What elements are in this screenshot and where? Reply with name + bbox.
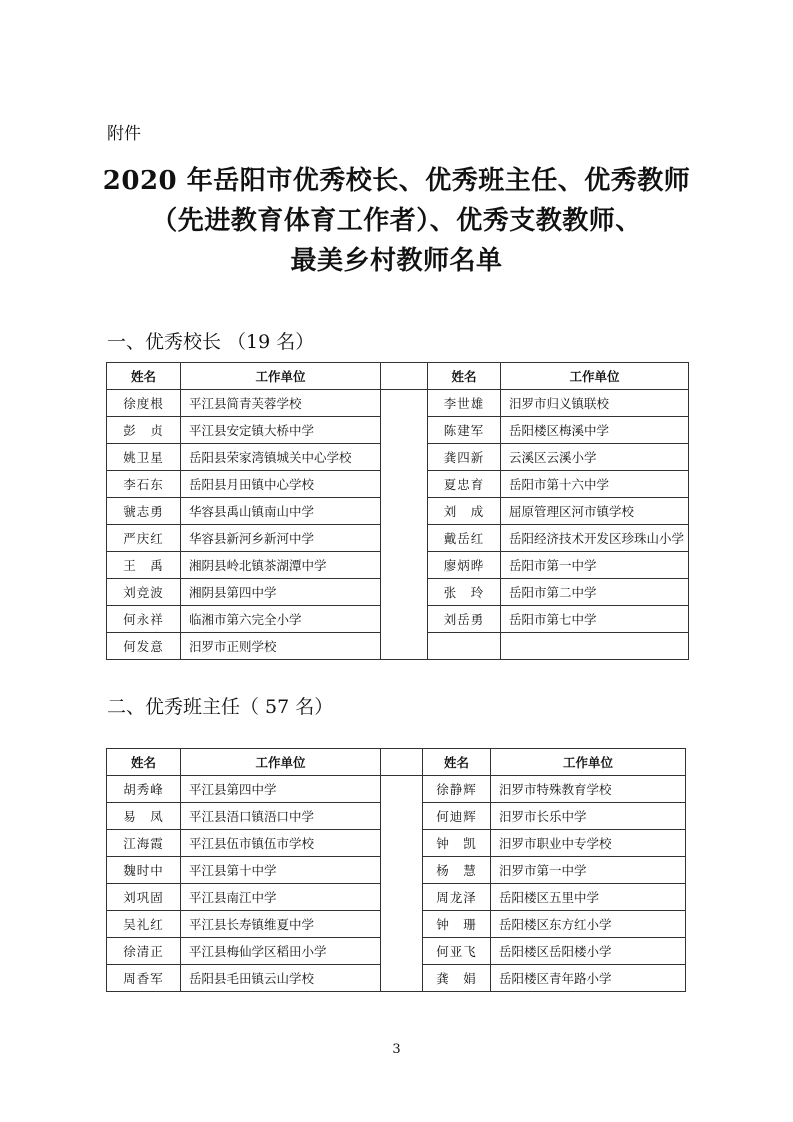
work-unit-cell <box>501 633 689 660</box>
teacher-name-cell: 钟 珊 <box>423 911 491 938</box>
teacher-name-cell: 王 禹 <box>107 552 181 579</box>
work-unit-cell: 湘阴县第四中学 <box>181 579 381 606</box>
teacher-name-cell: 徐度根 <box>107 390 181 417</box>
work-unit-cell: 云溪区云溪小学 <box>501 444 689 471</box>
teacher-name-cell: 魏时中 <box>107 857 181 884</box>
work-unit-cell: 湘阴县岭北镇茶湖潭中学 <box>181 552 381 579</box>
table-row <box>107 857 686 884</box>
work-unit-cell: 华容县新河乡新河中学 <box>181 525 381 552</box>
work-unit-cell: 华容县禹山镇南山中学 <box>181 498 381 525</box>
teacher-name-cell: 廖炳晔 <box>428 552 501 579</box>
column-gap <box>381 417 428 444</box>
work-unit-cell: 平江县伍市镇伍市学校 <box>181 830 381 857</box>
column-gap <box>381 911 423 938</box>
teacher-name-cell: 周香军 <box>107 965 181 992</box>
table-row <box>107 884 686 911</box>
document-title-line-1: 2020 年岳阳市优秀校长、优秀班主任、优秀教师 <box>102 166 691 196</box>
table-row <box>107 633 689 660</box>
document-title-line-2: （先进教育体育工作者）、优秀支教教师、 <box>151 206 642 236</box>
work-unit-cell: 平江县浯口镇浯口中学 <box>181 803 381 830</box>
teacher-name-cell: 何迪辉 <box>423 803 491 830</box>
column-gap <box>381 390 428 417</box>
teacher-name-cell: 徐清正 <box>107 938 181 965</box>
column-gap <box>381 579 428 606</box>
teacher-name-cell <box>428 633 501 660</box>
table-header-row <box>107 749 686 776</box>
table-row <box>107 417 689 444</box>
header-name: 姓名 <box>428 363 501 390</box>
work-unit-cell: 岳阳市第二中学 <box>501 579 689 606</box>
teacher-name-cell: 李世雄 <box>428 390 501 417</box>
column-gap <box>381 830 423 857</box>
header-name: 姓名 <box>107 363 181 390</box>
table-row <box>107 498 689 525</box>
column-gap <box>381 749 423 776</box>
table-row <box>107 444 689 471</box>
table-row <box>107 830 686 857</box>
column-gap <box>381 444 428 471</box>
column-gap <box>381 857 423 884</box>
work-unit-cell: 汨罗市长乐中学 <box>491 803 686 830</box>
header-unit: 工作单位 <box>181 749 381 776</box>
teacher-name-cell: 姚卫星 <box>107 444 181 471</box>
teacher-name-cell: 刘岳勇 <box>428 606 501 633</box>
teacher-name-cell: 李石东 <box>107 471 181 498</box>
work-unit-cell: 临湘市第六完全小学 <box>181 606 381 633</box>
teacher-name-cell: 龚 娟 <box>423 965 491 992</box>
work-unit-cell: 岳阳县毛田镇云山学校 <box>181 965 381 992</box>
column-gap <box>381 498 428 525</box>
teacher-name-cell: 刘巩固 <box>107 884 181 911</box>
teacher-name-cell: 龚四新 <box>428 444 501 471</box>
header-name: 姓名 <box>423 749 491 776</box>
work-unit-cell: 汨罗市归义镇联校 <box>501 390 689 417</box>
table-row <box>107 525 689 552</box>
column-gap <box>381 803 423 830</box>
work-unit-cell: 汨罗市第一中学 <box>491 857 686 884</box>
table-row <box>107 552 689 579</box>
teacher-name-cell: 钟 凯 <box>423 830 491 857</box>
column-gap <box>381 776 423 803</box>
teacher-name-cell: 徐静辉 <box>423 776 491 803</box>
teacher-name-cell: 何发意 <box>107 633 181 660</box>
table-row <box>107 579 689 606</box>
table-row <box>107 965 686 992</box>
column-gap <box>381 606 428 633</box>
column-gap <box>381 525 428 552</box>
work-unit-cell: 岳阳市第一中学 <box>501 552 689 579</box>
teacher-name-cell: 刘竞波 <box>107 579 181 606</box>
head-teachers-table <box>106 748 686 992</box>
table-row <box>107 911 686 938</box>
work-unit-cell: 岳阳楼区五里中学 <box>491 884 686 911</box>
work-unit-cell: 平江县第四中学 <box>181 776 381 803</box>
work-unit-cell: 岳阳县荣家湾镇城关中心学校 <box>181 444 381 471</box>
teacher-name-cell: 张 玲 <box>428 579 501 606</box>
attachment-label: 附件 <box>107 124 141 144</box>
teacher-name-cell: 陈建军 <box>428 417 501 444</box>
section-heading-principals: 一、优秀校长 （19 名） <box>107 331 315 353</box>
teacher-name-cell: 周龙泽 <box>423 884 491 911</box>
work-unit-cell: 汨罗市正则学校 <box>181 633 381 660</box>
teacher-name-cell: 虢志勇 <box>107 498 181 525</box>
teacher-name-cell: 江海霞 <box>107 830 181 857</box>
work-unit-cell: 平江县安定镇大桥中学 <box>181 417 381 444</box>
work-unit-cell: 岳阳县月田镇中心学校 <box>181 471 381 498</box>
table-header-row <box>107 363 689 390</box>
work-unit-cell: 汨罗市职业中专学校 <box>491 830 686 857</box>
work-unit-cell: 平江县南江中学 <box>181 884 381 911</box>
table-row <box>107 938 686 965</box>
teacher-name-cell: 刘 成 <box>428 498 501 525</box>
column-gap <box>381 938 423 965</box>
work-unit-cell: 平江县第十中学 <box>181 857 381 884</box>
table-row <box>107 803 686 830</box>
teacher-name-cell: 何亚飞 <box>423 938 491 965</box>
teacher-name-cell: 戴岳红 <box>428 525 501 552</box>
teacher-name-cell: 彭 贞 <box>107 417 181 444</box>
header-unit: 工作单位 <box>501 363 689 390</box>
work-unit-cell: 岳阳楼区东方红小学 <box>491 911 686 938</box>
column-gap <box>381 363 428 390</box>
teacher-name-cell: 易 凤 <box>107 803 181 830</box>
teacher-name-cell: 胡秀峰 <box>107 776 181 803</box>
teacher-name-cell: 吴礼红 <box>107 911 181 938</box>
column-gap <box>381 633 428 660</box>
work-unit-cell: 汨罗市特殊教育学校 <box>491 776 686 803</box>
page-number: 3 <box>392 1042 401 1057</box>
column-gap <box>381 471 428 498</box>
work-unit-cell: 平江县梅仙学区稻田小学 <box>181 938 381 965</box>
work-unit-cell: 岳阳市第十六中学 <box>501 471 689 498</box>
table-row <box>107 606 689 633</box>
work-unit-cell: 岳阳楼区梅溪中学 <box>501 417 689 444</box>
column-gap <box>381 965 423 992</box>
table-row <box>107 471 689 498</box>
work-unit-cell: 岳阳楼区岳阳楼小学 <box>491 938 686 965</box>
table-row <box>107 776 686 803</box>
work-unit-cell: 平江县简青芙蓉学校 <box>181 390 381 417</box>
header-name: 姓名 <box>107 749 181 776</box>
work-unit-cell: 岳阳楼区青年路小学 <box>491 965 686 992</box>
teacher-name-cell: 何永祥 <box>107 606 181 633</box>
table-row <box>107 390 689 417</box>
column-gap <box>381 552 428 579</box>
principals-table <box>106 362 689 660</box>
teacher-name-cell: 杨 慧 <box>423 857 491 884</box>
teacher-name-cell: 严庆红 <box>107 525 181 552</box>
work-unit-cell: 平江县长寿镇维夏中学 <box>181 911 381 938</box>
section-heading-head-teachers: 二、优秀班主任（ 57 名） <box>107 696 334 718</box>
column-gap <box>381 884 423 911</box>
header-unit: 工作单位 <box>181 363 381 390</box>
document-title-line-3: 最美乡村教师名单 <box>290 246 503 276</box>
work-unit-cell: 岳阳市第七中学 <box>501 606 689 633</box>
header-unit: 工作单位 <box>491 749 686 776</box>
work-unit-cell: 岳阳经济技术开发区珍珠山小学 <box>501 525 689 552</box>
work-unit-cell: 屈原管理区河市镇学校 <box>501 498 689 525</box>
teacher-name-cell: 夏忠育 <box>428 471 501 498</box>
